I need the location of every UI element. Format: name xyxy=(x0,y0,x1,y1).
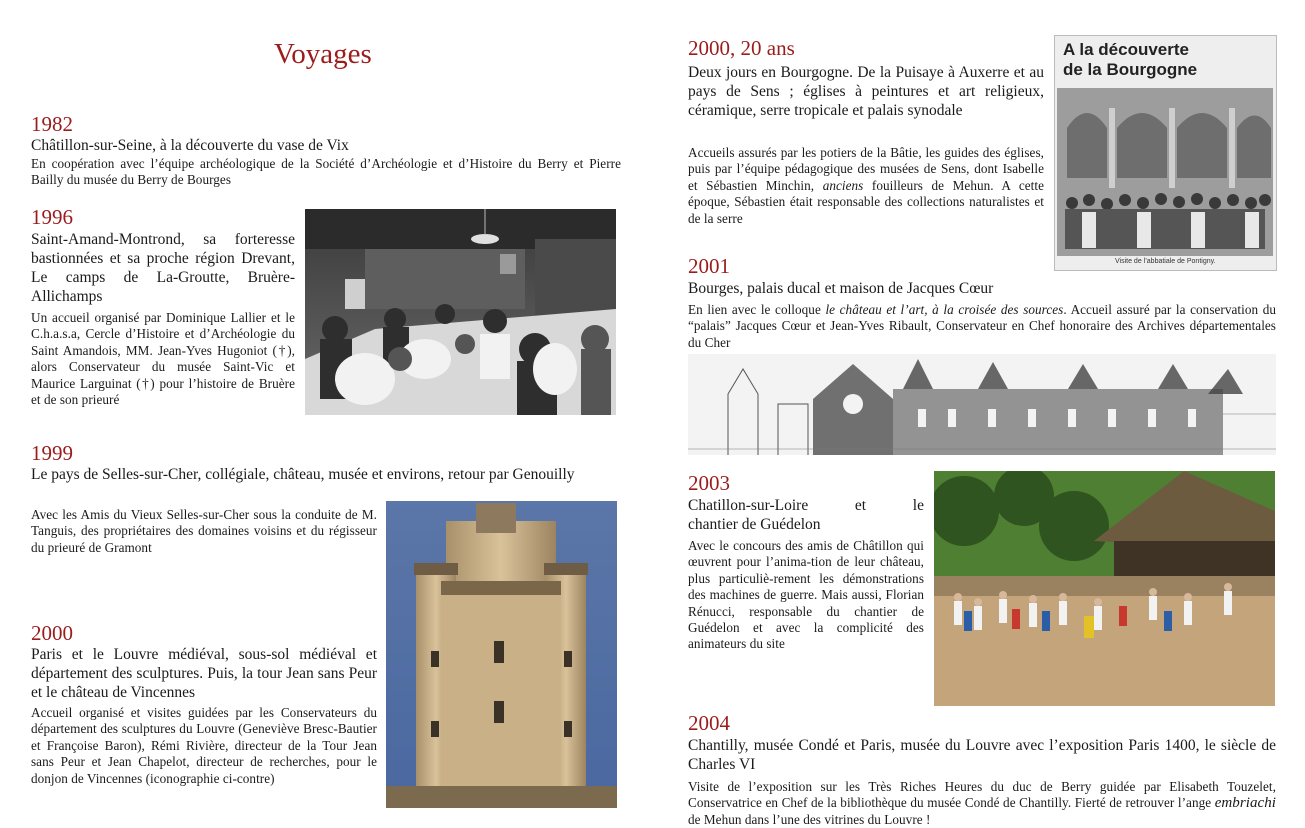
palace-engraving xyxy=(688,354,1276,455)
heading-1982: Châtillon-sur-Seine, à la découverte du vase de Vix xyxy=(31,137,349,154)
body-2001: En lien avec le colloque le château et l’art, à la croisée des sources. Accueil assuré par la conservation du “palais” Jacques Cœur et Jean-Yves Ribault, Conservateur en Chef honoraire des Archives départementales du Cher xyxy=(688,302,1276,350)
year-1996: 1996 xyxy=(31,205,73,229)
year-2004: 2004 xyxy=(688,711,730,735)
body-2000-20-ans: Accueils assurés par les potiers de la Bâtie, les guides des églises, puis par l’équipe pédagogique des musées de Sens, dont Isabelle et Sébastien Minchin, anciens fouilleurs de Mehun. A cette époque, Sébastien était responsable des collections naturalistes et de la serre xyxy=(688,145,1044,226)
body-2000: Accueil organisé et visites guidées par les Conservateurs du département des sculptures du Louvre (Geneviève Bresc-Bautier et Françoise Baron), Rémi Rivière, directeur de la Tour Jean sans Peur et Jean Chapelot, directeur de recherches, pour le donjon de Vincennes (iconographie ci-contre) xyxy=(31,705,377,786)
vincennes-tower-art xyxy=(386,501,617,808)
page-title: Voyages xyxy=(274,38,372,70)
newspaper-clipping xyxy=(1054,35,1277,271)
year-2000-20-ans: 2000, 20 ans xyxy=(688,36,795,60)
heading-2000: Paris et le Louvre médiéval, sous-sol médiéval et département des sculptures. Puis, la tour Jean sans Peur et le château de Vincennes xyxy=(31,646,377,701)
body-2003: Avec le concours des amis de Châtillon qui œuvrent pour l’anima-tion de leur château, plus particuliè-rement les démonstrations des machines de guerre. Mais aussi, Florian Rénucci, responsable du chantier de Guédelon et avec la complicité des animateurs du site xyxy=(688,538,924,652)
group-photo-art xyxy=(1057,88,1273,256)
clipping-caption: Visite de l’abbatiale de Pontigny. xyxy=(1115,258,1216,265)
heading-2003: Chatillon-sur-Loire et le chantier de Guédelon xyxy=(688,497,924,533)
body-1982: En coopération avec l’équipe archéologique de la Société d’Archéologie et d’Histoire du Berry et Pierre Bailly du musée du Berry de Bourges xyxy=(31,156,621,188)
year-1999: 1999 xyxy=(31,441,73,465)
banquet-photo xyxy=(305,209,616,415)
heading-1999: Le pays de Selles-sur-Cher, collégiale, château, musée et environs, retour par Genouilly xyxy=(31,466,575,483)
heading-2001: Bourges, palais ducal et maison de Jacques Cœur xyxy=(688,280,994,297)
vincennes-tower-photo xyxy=(386,501,617,808)
heading-1996: Saint-Amand-Montrond, sa forteresse bastionnées et sa proche région Drevant, Le camps de La-Groutte, Bruère-Allichamps xyxy=(31,231,295,305)
year-2003: 2003 xyxy=(688,471,730,495)
palace-engraving-art xyxy=(688,354,1276,455)
year-1982: 1982 xyxy=(31,112,73,136)
heading-2004: Chantilly, musée Condé et Paris, musée du Louvre avec l’exposition Paris 1400, le siècle de Charles VI xyxy=(688,737,1276,773)
body-1996: Un accueil organisé par Dominique Lallier et le C.h.a.s.a, Cercle d’Histoire et d’Archéologie du Saint Amandois, MM. Jean-Yves Hugoniot (†), alors Conservateur du musée Saint-Vic et Maurice Larguinat (†) pour l’histoire de Bruère et de son prieuré xyxy=(31,310,295,408)
clipping-headline: A la découverte de la Bourgogne xyxy=(1063,40,1198,79)
guedelon-photo xyxy=(934,471,1275,706)
guedelon-photo-art xyxy=(934,471,1275,706)
year-2000: 2000 xyxy=(31,621,73,645)
year-2001: 2001 xyxy=(688,254,730,278)
heading-2000-20-ans: Deux jours en Bourgogne. De la Puisaye à Auxerre et au pays de Sens ; églises à peintures et art religieux, céramique, serre tropicale et palais synodale xyxy=(688,64,1044,119)
body-2004: Visite de l’exposition sur les Très Riches Heures du duc de Berry guidée par Elisabeth Touzelet, Conservatrice en Chef de la bibliothèque du musée Condé de Chantilly. Fierté de retrouver l’ange embriachi de Mehun dans l’une des vitrines du Louvre ! xyxy=(688,779,1276,827)
body-1999: Avec les Amis du Vieux Selles-sur-Cher sous la conduite de M. Tanguis, des propriétaires des domaines voisins et du régisseur du prieuré de Gramont xyxy=(31,507,377,555)
banquet-photo-art xyxy=(305,209,616,415)
